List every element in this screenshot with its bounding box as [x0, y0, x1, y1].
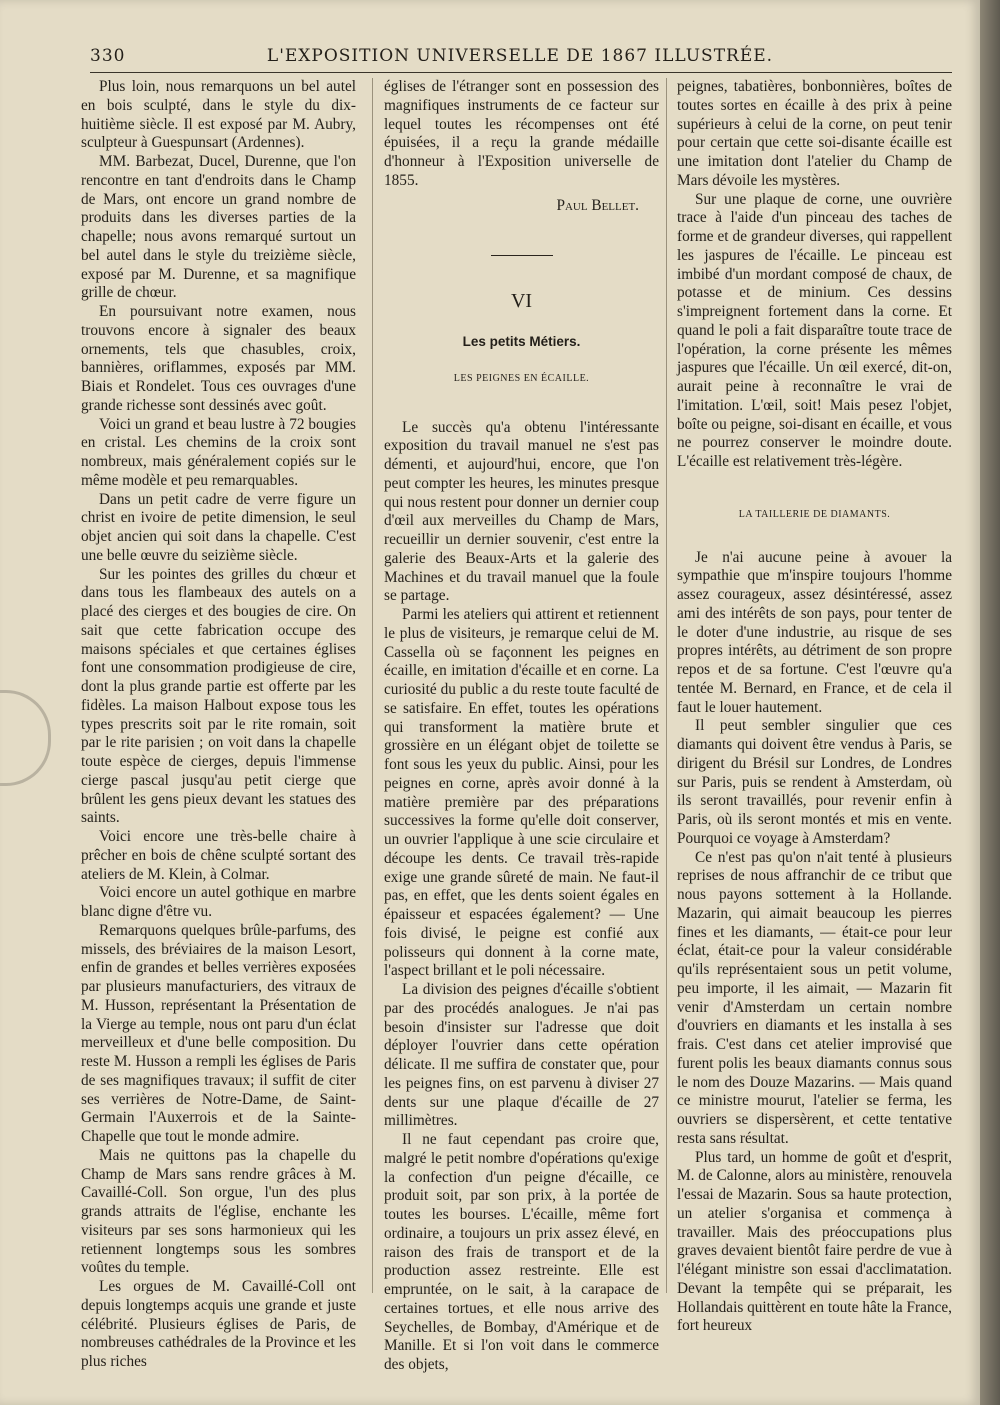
paragraph: Plus loin, nous remarquons un bel autel en bois sculpté, dans le style du dix-huitième siècle. Il est exposé par M. Aubry, sculpteur à Guespunsart (Ardennes). [81, 78, 356, 152]
column-divider [372, 78, 373, 1293]
paragraph: Voici encore une très-belle chaire à prêcher en bois de chêne sculpté sortant des ateliers de M. Klein, à Colmar. [81, 828, 356, 883]
paragraph: MM. Barbezat, Ducel, Durenne, que l'on rencontre en tant d'endroits dans le Champ de Mars, ont encore un grand nombre de produits dans les diverses parties de la chapelle; nous avons remarqué surtout un bel autel dans le style du treizième siècle, exposé par M. Durenne, et sa magnifique grille de chœur. [81, 153, 356, 302]
column-3 [677, 78, 952, 1336]
column-1 [81, 78, 356, 1372]
paragraph: Il peut sembler singulier que ces diamants qui doivent être vendus à Paris, se dirigent du Brésil sur Londres, de Londres sur Paris, puis se rendent à Amsterdam, où ils seront travaillés, pour revenir enfin à Paris, où ils seront montés et mis en vente. Pourquoi ce voyage à Amsterdam? [677, 717, 952, 847]
paragraph: Voici un grand et beau lustre à 72 bougies en cristal. Les chemins de la croix sont nombreux, mais généralement copiés sur le même modèle et peu remarquables. [81, 415, 356, 489]
section-number: VI [510, 290, 533, 313]
paragraph: Remarquons quelques brûle-parfums, des missels, des bréviaires de la maison Lesort, enfin de grandes et belles verrières exposées par plusieurs manufacturiers, des vitraux de M. Husson, représentant la Présentation de la Vierge au temple, nous ont paru d'un éclat merveilleux et d'une belle composition. Du reste M. Husson a rempli les églises de Paris de ses magnifiques travaux; il suffit de citer ses verrières de Notre-Dame, de Saint-Germain l'Auxerrois et de la Sainte-Chapelle que tout le monde admire. [81, 921, 356, 1145]
running-title: L'EXPOSITION UNIVERSELLE DE 1867 ILLUSTRÉE. [266, 46, 774, 66]
header-rule [90, 72, 952, 73]
page-number: 330 [90, 46, 126, 66]
paragraph: La division des peignes d'écaille s'obtient par des procédés analogues. Je n'ai pas besoin d'insister sur l'adresse que doit déployer l'ouvrier dans cette opération délicate. Il me suffira de constater que, pour les peignes fins, on est parvenu à diviser 27 dents sur une plaque d'écaille de 27 millimètres. [384, 981, 659, 1130]
subsection-heading: LA TAILLERIE DE DIAMANTS. [738, 508, 891, 520]
author-signature: Paul Bellet. [556, 196, 639, 214]
paragraph: Parmi les ateliers qui attirent et retiennent le plus de visiteurs, je remarque celui de M. Cassella où se façonnent les peignes en écaille, en imitation d'écaille et en corne. La curiosité du public a du reste toute faculté de se satisfaire. En effet, toutes les opérations qui transforment la matière brute et grossière en un élégant objet de toilette se font sous les yeux du public. Ainsi, pour les peignes en corne, après avoir donné à la matière première par des préparations successives la forme qu'elle doit conserver, un ouvrier l'applique à une scie circulaire et découpe les dents. Ce travail très-rapide exige une grande sûreté de main. Ne faut-il pas, en effet, que les dents soient égales en épaisseur et espacées également? — Une fois divisé, le peigne est confié aux polisseurs qui donnent à la corne mate, l'aspect brillant et le poli nécessaire. [384, 606, 659, 980]
paragraph: Sur les pointes des grilles du chœur et dans tous les flambeaux des autels on a placé des cierges et des bougies de cire. On sait que cette fabrication occupe des maisons spéciales et que certaines églises font une consommation prodigieuse de cire, dont la plus grande partie est offerte par les fidèles. La maison Halbout expose tous les types prescrits soit par le rite romain, soit par le rite parisien ; on voit dans la chapelle toute espèce de cierges, depuis l'immense cierge pascal jusqu'au petit cierge que brûlent les gens pieux devant les statues des saints. [81, 565, 356, 827]
paragraph: Plus tard, un homme de goût et d'esprit, M. de Calonne, alors au ministère, renouvela l'essai de Mazarin. Sous sa haute protection, un atelier s'organisa et commença à travailler. Mais des préoccupations plus graves devaient bientôt faire perdre de vue à l'élégant ministre son essai d'acclimatation. Devant la tempête qui se préparait, les Hollandais quittèrent en toute hâte la France, fort heureux [677, 1148, 952, 1335]
paragraph: Dans un petit cadre de verre figure un christ en ivoire de petite dimension, le seul objet ancien qui soit dans la chapelle. C'est une belle œuvre du seizième siècle. [81, 490, 356, 564]
page-edge [980, 0, 1000, 1405]
paragraph: Ce n'est pas qu'on n'ait tenté à plusieurs reprises de nous affranchir de ce tribut que nous payons sottement à la Hollande. Mazarin, qui aimait beaucoup les pierres fines et les diamants, — était-ce pour leur éclat, était-ce pour la valeur considérable qu'ils représentaient sous un petit volume, peu importe, il les aimait, — Mazarin fit venir d'Amsterdam un certain nombre d'ouvriers en diamants et les installa à ses frais. C'est dans cet atelier improvisé que furent polis les beaux diamants connus sous le nom des Douze Mazarins. — Mais quand ce ministre mourut, l'atelier se ferma, les ouvriers se dispersèrent, et cette tentative resta sans résultat. [677, 848, 952, 1147]
subsection-heading: LES PEIGNES EN ÉCAILLE. [453, 372, 590, 384]
paragraph: Le succès qu'a obtenu l'intéressante exposition du travail manuel ne s'est pas démenti, et aujourd'hui, encore, que l'on peut compter les heures, les minutes presque qui nous restent pour donner un dernier coup d'œil aux merveilles du Champ de Mars, recueillir un dernier souvenir, c'est entre la galerie des Beaux-Arts et la galerie des Machines et du travail manuel que la foule se partage. [384, 418, 659, 605]
paragraph: Sur une plaque de corne, une ouvrière trace à l'aide d'un pinceau des taches de forme et de grandeur diverses, qui rappellent les jaspures de l'écaille. Le pinceau est imbibé d'un mordant composé de chaux, de potasse et de minium. Ces dessins s'impreignent fortement dans la corne. Et quand le poli a fait disparaître toute trace de l'opération, la corne présente les mêmes jaspures que l'écaille. Un œil exercé, dit-on, aurait peine à reconnaître le vrai de l'imitation. L'œil, soit! Mais pesez l'objet, boîte ou peigne, soi-disant en écaille, et vous ne pourrez conserver le moindre doute. L'écaille est relativement très-légère. [677, 190, 952, 470]
column-divider [666, 78, 667, 1293]
section-title: Les petits Métiers. [462, 334, 581, 349]
section-rule [491, 255, 553, 256]
paragraph: En poursuivant notre examen, nous trouvons encore à signaler des beaux ornements, tels que chasubles, croix, bannières, oriflammes, exposés par MM. Biais et Rondelet. Tous ces ouvrages d'une grande richesse sont dessinés avec goût. [81, 303, 356, 414]
paragraph: Mais ne quittons pas la chapelle du Champ de Mars sans rendre grâces à M. Cavaillé-Coll. Son orgue, l'un des plus grands attraits de l'église, enchante les visiteurs par ses sons harmonieux qui les retiennent longtemps sous les sombres voûtes du temple. [81, 1146, 356, 1277]
paragraph: Je n'ai aucune peine à avouer la sympathie que m'inspire toujours l'homme assez courageux, assez désintéressé, assez ami des intérêts de son pays, pour tenter de le doter d'une industrie, au risque de ses propres intérêts, au détriment de son propre repos et de sa fortune. C'est l'œuvre qu'a tentée M. Bernard, en France, et de cela il faut le louer hautement. [677, 548, 952, 716]
paragraph: églises de l'étranger sont en possession des magnifiques instruments de ce facteur sur lequel toutes les récompenses ont été épuisées, il a reçu la grande médaille d'honneur à l'Exposition universelle de 1855. [384, 78, 659, 189]
paragraph: Les orgues de M. Cavaillé-Coll ont depuis longtemps acquis une grande et juste célébrité. Plusieurs églises de Paris, de nombreuses cathédrales de la Province et les plus riches [81, 1278, 356, 1370]
paragraph: Voici encore un autel gothique en marbre blanc digne d'être vu. [81, 884, 356, 920]
page-header [90, 44, 950, 70]
column-2 [384, 78, 659, 1375]
paragraph: peignes, tabatières, bonbonnières, boîtes de toutes sortes en écaille à des prix à peine supérieurs à celui de la corne, on peut tenir pour certain que cette soi-disante écaille est une imitation dont l'atelier du Champ de Mars dévoile les mystères. [677, 78, 952, 189]
paragraph: Il ne faut cependant pas croire que, malgré le petit nombre d'opérations qu'exige la confection d'un peigne d'écaille, ce produit soit, par son prix, à la portée de toutes les bourses. L'écaille, même fort ordinaire, a toujours un prix assez élevé, en raison des frais de transport et de la production assez restreinte. Elle est empruntée, on le sait, à la carapace de certaines tortues, et elle nous arrive des Seychelles, de Bombay, d'Amérique et de Manille. Et si l'on voit dans le commerce des objets, [384, 1131, 659, 1373]
paper-clip-mark [0, 690, 51, 786]
